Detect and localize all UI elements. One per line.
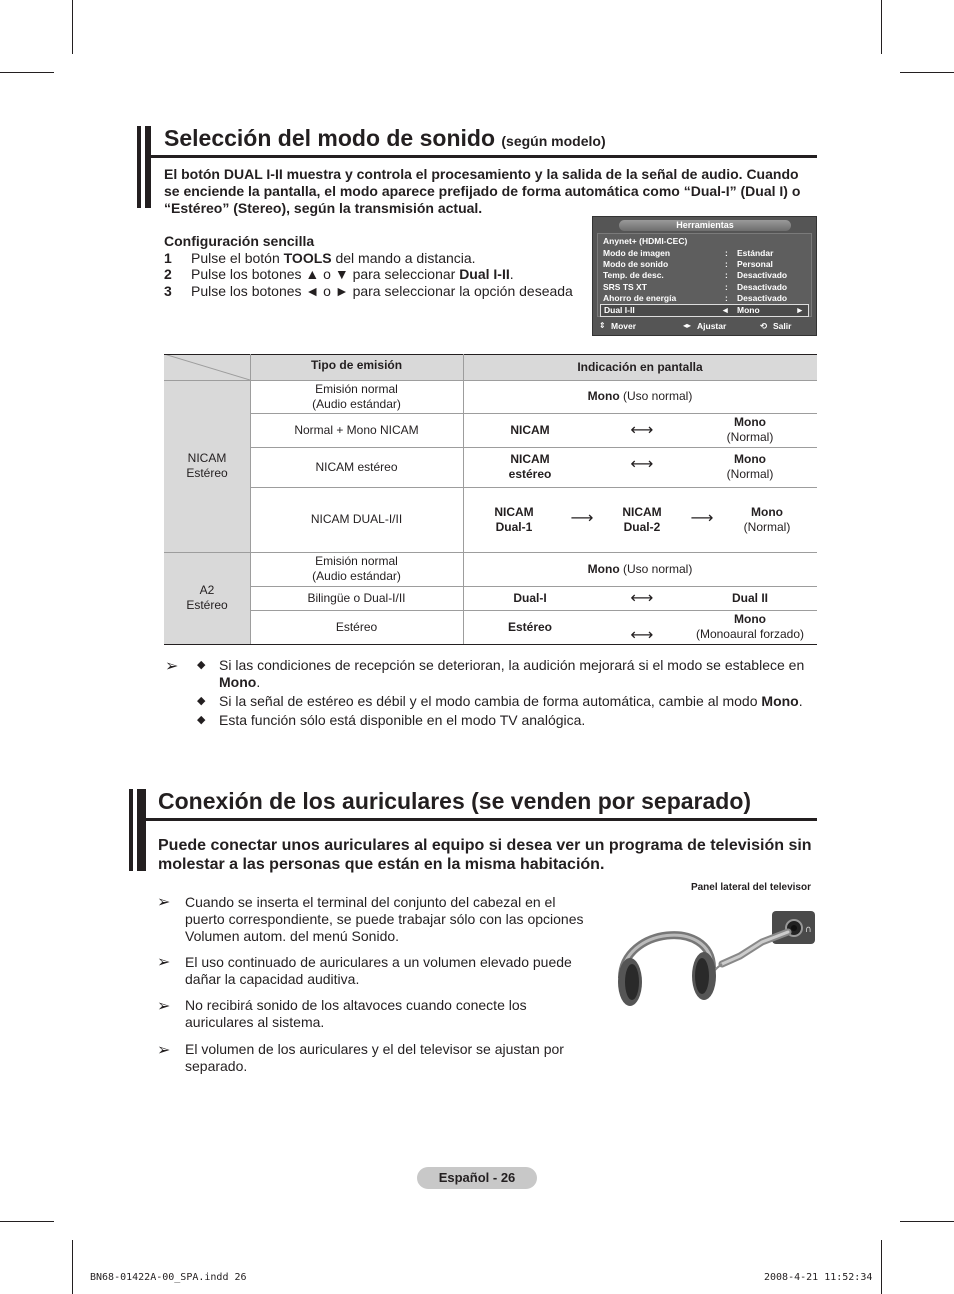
tools-menu-screenshot — [592, 216, 817, 336]
menu-item: Modo de imagen : Estándar — [603, 248, 774, 258]
note-item: ◆ Esta función sólo está disponible en el modo TV analógica. — [197, 712, 586, 728]
tools-menu-header: Herramientas — [619, 220, 791, 231]
right-arrow-icon: ⟶ — [690, 509, 714, 527]
step-2: 2 Pulse los botones ▲ o ▼ para seleccionar Dual I-II. — [164, 266, 514, 282]
right-arrow-icon: ⟶ — [570, 509, 594, 527]
display-indication: Dual-I — [513, 590, 547, 605]
note-item: El uso continuado de auriculares a un volumen elevado puede dañar la capacidad auditiva. — [185, 954, 572, 987]
note-item: ◆ Si las condiciones de recepción se deterioran, la audición mejorará si el modo se establece en Mono. — [197, 657, 805, 690]
footer-date: 2008-4-21 11:52:34 — [764, 1272, 873, 1283]
footer-file: BN68-01422A-00_SPA.indd 26 — [90, 1272, 247, 1283]
crop-mark — [72, 1240, 73, 1294]
title-rule — [151, 155, 817, 158]
table-rule — [164, 644, 817, 645]
crop-mark — [881, 1240, 882, 1294]
group-a2: A2 Estéreo — [186, 583, 228, 612]
note-item: ◆ Si la señal de estéreo es débil y el modo cambia de forma automática, cambie al modo Mono. — [197, 693, 803, 709]
setup-title: Configuración sencilla — [164, 233, 315, 249]
move-icon: ⇕ — [599, 321, 606, 330]
display-indication: Mono (Uso normal) — [587, 561, 693, 576]
note-arrow-icon: ➢ — [157, 954, 171, 971]
emission-type: Normal + Mono NICAM — [294, 422, 419, 437]
tools-menu-footer: ⇕ Mover ◂▸ Ajustar ⟲ Salir — [599, 321, 792, 331]
note-arrow-icon: ➢ — [165, 658, 179, 675]
menu-item: Anynet+ (HDMI-CEC) — [603, 236, 688, 246]
double-arrow-icon: ⟷ — [630, 421, 654, 439]
section-bar — [137, 789, 146, 871]
emission-type: NICAM DUAL-I/II — [310, 512, 403, 526]
crop-mark — [900, 1221, 954, 1222]
section-intro: El botón DUAL I-II muestra y controla el procesamiento y la salida de la señal de audio. Cuando se enciende la pantalla, el modo aparece prefijado de forma automática como “Dual-I” (Dual I) o “Estéreo” (Stereo), según la transmisión actual. — [164, 166, 801, 216]
crop-mark — [900, 72, 954, 73]
setup-steps — [164, 233, 584, 299]
tools-menu-body — [597, 233, 812, 317]
double-arrow-icon: ⟷ — [630, 626, 654, 644]
display-indication: NICAM Dual-1 — [494, 504, 534, 534]
emission-type: Emisión normal (Audio estándar) — [312, 381, 401, 411]
note-item: No recibirá sonido de los altavoces cuando conecte los auriculares al sistema. — [185, 997, 527, 1030]
crop-mark — [72, 0, 73, 54]
emission-type: Estéreo — [335, 619, 378, 634]
section-bar — [129, 789, 133, 871]
col-header-display: Indicación en pantalla — [577, 359, 703, 374]
display-indication: Mono (Normal) — [726, 415, 774, 444]
col-header-emission: Tipo de emisión — [310, 357, 403, 372]
double-arrow-icon: ⟷ — [630, 455, 654, 473]
emission-type: NICAM estéreo — [315, 459, 398, 474]
title-rule — [146, 818, 817, 821]
menu-item-selected: Dual I-II ◄ Mono ► — [600, 304, 809, 317]
display-indication: Mono (Uso normal) — [587, 389, 693, 403]
svg-text:∩: ∩ — [805, 925, 812, 935]
return-icon: ⟲ — [760, 321, 768, 331]
display-indication: Estéreo — [507, 619, 553, 634]
crop-mark — [881, 0, 882, 54]
note-arrow-icon: ➢ — [157, 998, 171, 1015]
display-indication: NICAM Dual-2 — [622, 504, 662, 534]
headphones-illustration — [612, 908, 817, 1010]
step-1: 1 Pulse el botón TOOLS del mando a distancia. — [164, 249, 476, 266]
emission-type: Bilingüe o Dual-I/II — [307, 590, 406, 605]
notes-list — [197, 657, 807, 729]
bullet-icon: ◆ — [197, 714, 206, 726]
menu-item: Temp. de desc. : Desactivado — [603, 270, 788, 280]
display-indication: Mono (Normal) — [743, 504, 791, 534]
menu-item: Modo de sonido : Personal — [603, 259, 773, 269]
section-title-suffix: (según modelo) — [501, 133, 606, 149]
menu-item: SRS TS XT : Desactivado — [603, 282, 788, 292]
crop-mark — [0, 1221, 54, 1222]
display-indication: Mono (Normal) — [726, 452, 774, 481]
menu-item: Ahorro de energía : Desactivado — [603, 293, 788, 303]
bullet-icon: ◆ — [197, 659, 206, 671]
double-arrow-icon: ⟷ — [630, 589, 654, 607]
section-title: Conexión de los auriculares (se venden por separado) — [158, 788, 752, 814]
note-item: El volumen de los auriculares y el del televisor se ajustan por separado. — [185, 1041, 564, 1074]
panel-label: Panel lateral del televisor — [690, 882, 811, 893]
display-indication: Dual II — [731, 590, 768, 605]
adjust-icon: ◂▸ — [683, 321, 692, 330]
emission-type: Emisión normal (Audio estándar) — [312, 554, 401, 583]
display-indication: Mono (Monoaural forzado) — [695, 612, 805, 641]
section-bar — [137, 126, 141, 208]
step-3: 3 Pulse los botones ◄ o ► para seleccionar la opción deseada — [164, 282, 573, 299]
display-indication: NICAM estéreo — [508, 452, 552, 481]
section-title: Selección del modo de sonido (según modelo) — [164, 125, 606, 151]
display-indication: NICAM — [510, 422, 550, 437]
bullet-icon: ◆ — [197, 695, 206, 707]
crop-mark — [0, 72, 54, 73]
section-intro: Puede conectar unos auriculares al equipo si desea ver un programa de televisión sin molestar a las personas que están en la misma habitación. — [158, 837, 812, 873]
group-nicam: NICAM Estéreo — [186, 451, 228, 480]
note-item: Cuando se inserta el terminal del conjunto del cabezal en el puerto correspondiente, se puede trabajar sólo con las opciones Volumen autom. del menú Sonido. — [185, 894, 584, 944]
section-bar — [145, 126, 151, 208]
corner-diagonal — [164, 354, 250, 380]
page-number: Español - 26 — [417, 1167, 537, 1189]
note-arrow-icon: ➢ — [157, 1042, 171, 1059]
note-arrow-icon: ➢ — [157, 894, 171, 911]
